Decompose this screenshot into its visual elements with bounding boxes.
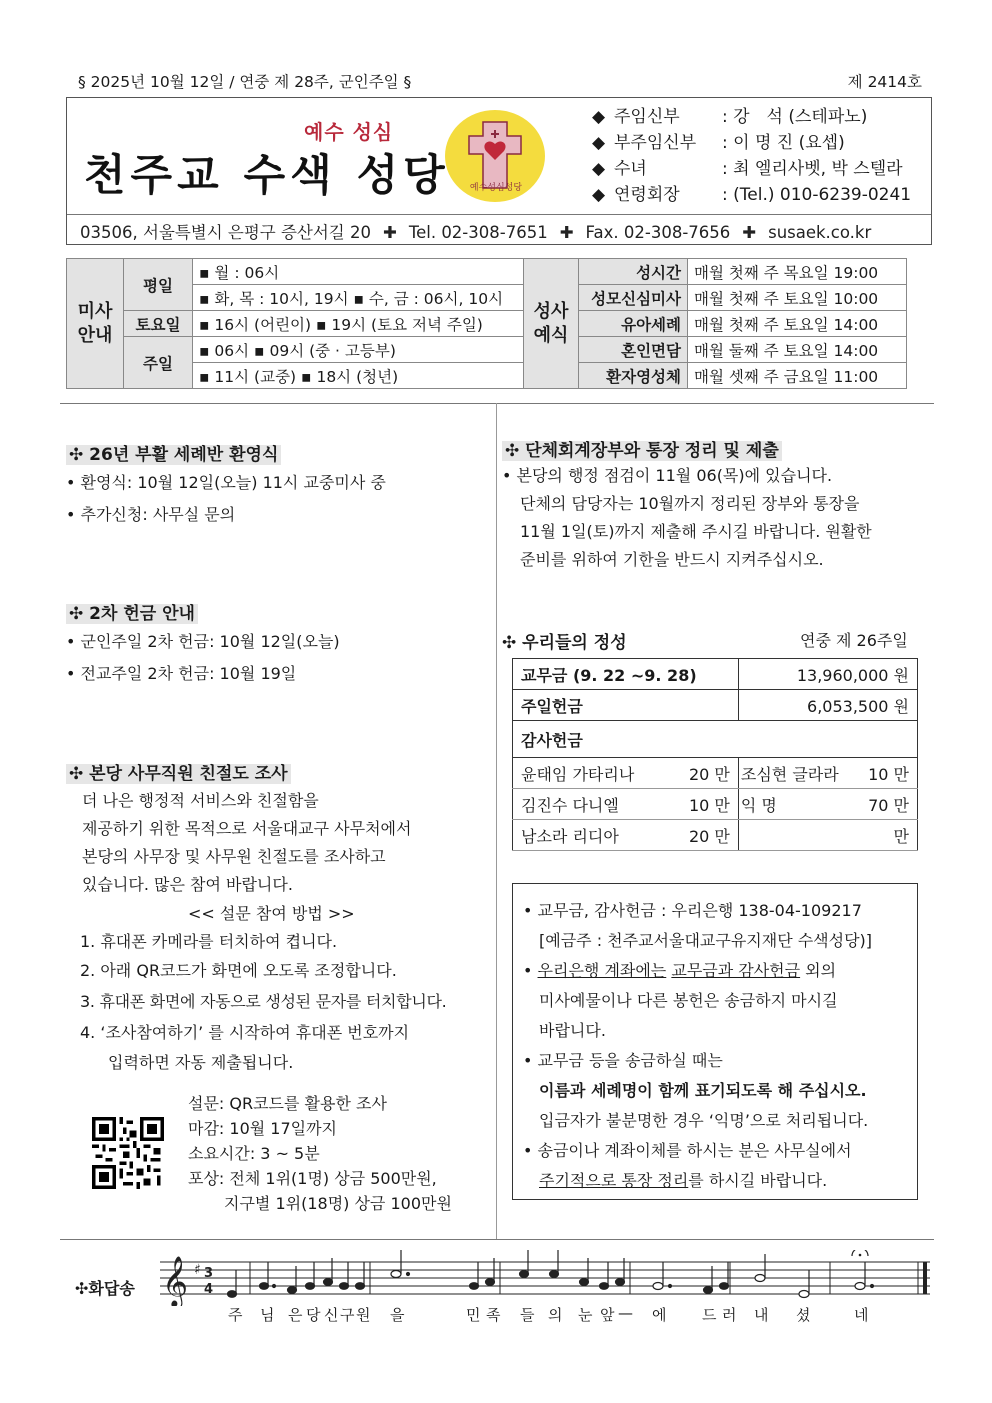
lyric-syllable: 네 [854,1306,869,1324]
lyric-syllable: 에 [652,1306,667,1324]
staff-name: : 강 석 (스테파노) [722,107,868,127]
text: 를 하시길 바랍니다. [688,1171,828,1190]
weekday-schedule-2: ▪ 화, 목 : 10시, 19시 ▪ 수, 금 : 06시, 10시 [193,285,524,311]
staff-row [592,156,911,182]
offering-label: 주일헌금 [513,690,739,721]
survey-step: 입력하면 자동 제출됩니다. [108,1053,294,1072]
sacrament-time: 매월 셋째 주 금요일 11:00 [688,363,907,389]
survey-method-heading: << 설문 참여 방법 >> [188,904,355,923]
survey-step: 4. ‘조사참여하기’ 를 시작하여 휴대폰 번호까지 [80,1023,410,1042]
cross-icon: ✚ [742,223,757,242]
accounts-title [502,436,782,461]
lyric-syllable: 은 [288,1306,303,1324]
offering-table [512,658,918,851]
section-title-text: ✣ 단체회계장부와 통장 정리 및 제출 [502,441,782,461]
survey-para-line: 본당의 사무장 및 사무원 친절도를 조사하고 [82,847,386,866]
address-bar [80,219,871,243]
survey-info-line: 포상: 전체 1위(1명) 상금 500만원, [188,1169,437,1188]
weekday-schedule-1: ▪ 월 : 06시 [193,259,524,285]
accounts-line: • 본당의 행정 점검이 11월 06(목)에 있습니다. [502,466,833,485]
notice-line: [예금주 : 천주교서울대교구유지재단 수색성당)] [539,931,873,950]
svg-text:3: 3 [204,1266,214,1281]
header-divider [67,214,931,215]
sunday-label: 주일 [124,337,193,389]
donor-amount: 20 만 [669,758,738,789]
cross-icon: ✚ [559,223,574,242]
survey-info [188,1091,452,1216]
donor-name: 조심현 글라라 [738,758,855,789]
survey-info-line: 설문: QR코드를 활용한 조사 [188,1094,387,1113]
lyric-syllable: 셨 [796,1306,811,1324]
baptism-line-1: • 환영식: 10월 12일(오늘) 11시 교중미사 중 [66,473,386,492]
offering-week: 연중 제 26주일 [800,631,908,650]
survey-para [82,787,411,899]
baptism-welcome-title [66,440,281,465]
sacrament-name: 성시간 [579,259,688,285]
survey-title [66,759,291,784]
sacrament-time: 매월 첫째 주 목요일 19:00 [688,259,907,285]
mass-schedule-table [66,258,907,389]
notice-line: 이름과 세례명이 함께 표기되도록 해 주십시오. [539,1081,867,1100]
lyric-syllable: 민 [466,1306,481,1324]
accounts-line: 단체의 담당자는 10월까지 정리된 장부와 통장을 [520,494,860,513]
notice-line: 바랍니다. [539,1021,606,1040]
lyric-syllable: 내 [754,1306,769,1324]
sacrament-label: 성사 예식 [524,259,579,389]
logo-text: 예수성심성당 [469,183,523,193]
staff-role: 수녀 [614,159,647,179]
survey-info-line: 지구별 1위(18명) 상금 100만원 [224,1194,452,1213]
cross-icon: ✚ [382,223,397,242]
phone: Tel. 02-308-7651 [408,223,548,242]
staff-role: 연령회장 [614,185,680,205]
second-collection-line-2: • 전교주일 2차 헌금: 10월 19일 [66,664,297,683]
column-divider [496,403,497,1239]
donor-amount: 10 만 [855,758,917,789]
bullet: • [523,961,538,980]
sunday-schedule-1: ▪ 06시 ▪ 09시 (중 · 고등부) [193,337,524,363]
offering-label [513,659,739,690]
lyric-syllable: 앞 [600,1306,615,1324]
diamond-bullet-icon: ◆ [592,185,606,205]
section-title-text: ✣ 본당 사무직원 친절도 조사 [66,764,291,784]
notice-line [523,956,909,986]
section-divider [60,1239,934,1240]
offering-label: 감사헌금 [513,721,918,758]
notice-line [523,1166,909,1196]
issue-number: 제 2414호 [847,73,922,91]
saturday-label: 토요일 [124,311,193,337]
survey-para-line: 제공하기 위한 목적으로 서울대교구 사무처에서 [82,819,412,838]
donor-amount: 만 [855,820,917,851]
staff-list [592,104,911,208]
donor-name [738,820,855,851]
survey-step: 2. 아래 QR코드가 화면에 오도록 조정합니다. [80,961,397,980]
lyric-syllable: 드 [702,1306,717,1324]
date-line: § 2025년 10월 12일 / 연중 제 28주, 군인주일 § [78,73,412,91]
staff-row [592,130,911,156]
offering-label-text: 교무금 (9. 22 ~9. 28) [521,665,697,685]
website: susaek.co.kr [768,223,872,242]
lyric-syllable: 당 [306,1306,321,1324]
sacrament-time: 매월 둘째 주 토요일 14:00 [688,337,907,363]
lyric-syllable: 러 [722,1306,737,1324]
diamond-bullet-icon: ◆ [592,107,606,127]
lyric-syllable: 구 [340,1306,355,1324]
notice-line: • 교무금 등을 송금하실 때는 [523,1051,723,1070]
underlined-text: 우리은행 계좌에는 [537,961,667,980]
accounts-line: 11월 1일(토)까지 제출해 주시길 바랍니다. 원활한 [520,522,872,541]
weekday-label: 평일 [124,259,193,311]
section-divider [60,403,934,404]
staff-name: : (Tel.) 010-6239-0241 [722,185,912,205]
accounts-line: 준비를 위하여 기한을 반드시 지켜주십시오. [520,550,824,569]
survey-steps [80,928,496,1077]
sacrament-name: 혼인면담 [579,337,688,363]
music-staff [160,1250,932,1306]
bank-notice-box [512,883,918,1200]
offering-value: 13,960,000 원 [738,659,917,690]
notice-line: 입금자가 불분명한 경우 ‘익명’으로 처리됩니다. [539,1111,869,1130]
survey-para-line: 있습니다. 많은 참여 바랍니다. [82,875,293,894]
survey-para-line: 더 나은 행정적 서비스와 친절함을 [82,791,319,810]
sacrament-time: 매월 첫째 주 토요일 10:00 [688,285,907,311]
diamond-bullet-icon: ◆ [592,133,606,153]
offering-value: 6,053,500 원 [738,690,917,721]
staff-role: 부주임신부 [614,133,697,153]
lyric-syllable: 님 [260,1306,275,1324]
lyric-syllable: — [618,1304,633,1322]
survey-info-line: 소요시간: 3 ~ 5분 [188,1144,320,1163]
lyric-syllable: 의 [548,1306,563,1324]
text: 외의 [800,961,837,980]
mass-label: 미사 안내 [67,259,124,389]
survey-info-line: 마감: 10월 17일까지 [188,1119,338,1138]
lyric-syllable: 족 [486,1306,501,1324]
sacrament-name: 유아세례 [579,311,688,337]
responsorial-psalm-label: ✣화답송 [75,1279,135,1298]
underlined-text: 교무금과 감사헌금 [671,961,801,980]
section-title-text: ✣ 2차 헌금 안내 [66,604,198,624]
parish-title: 천주교 수색 성당 [84,151,450,201]
staff-name: : 최 엘리사벳, 박 스텔라 [722,159,903,179]
donor-name: 윤태임 가타리나 [513,758,670,789]
saturday-schedule: ▪ 16시 (어린이) ▪ 19시 (토요 저녁 주일) [193,311,524,337]
donor-name: 김진수 다니엘 [513,789,670,820]
address: 03506, 서울특별시 은평구 증산서길 20 [80,223,371,242]
second-collection-title [66,599,198,624]
notice-line: • 송금이나 계좌이체를 하시는 분은 사무실에서 [523,1141,852,1160]
second-collection-line-1: • 군인주일 2차 헌금: 10월 12일(오늘) [66,632,340,651]
staff-name: : 이 명 진 (요셉) [722,133,845,153]
sacrament-name: 성모신심미사 [579,285,688,311]
lyric-syllable: 을 [390,1306,405,1324]
lyric-syllable: 눈 [578,1306,593,1324]
survey-step: 3. 휴대폰 화면에 자동으로 생성된 문자를 터치합니다. [80,992,447,1011]
sunday-schedule-2: ▪ 11시 (교중) ▪ 18시 (청년) [193,363,524,389]
donor-name: 남소라 리디아 [513,820,670,851]
lyric-syllable: 주 [228,1306,243,1324]
section-title-text: ✣ 26년 부활 세례반 환영식 [66,445,281,465]
donor-amount: 10 만 [669,789,738,820]
lyric-syllable: 들 [520,1306,535,1324]
sacrament-time: 매월 첫째 주 토요일 14:00 [688,311,907,337]
donor-amount: 70 만 [855,789,917,820]
svg-text:♯: ♯ [194,1262,201,1278]
notice-line: 미사예물이나 다른 봉헌은 송금하지 마시길 [539,991,838,1010]
fax: Fax. 02-308-7656 [585,223,731,242]
donor-name: 익 명 [738,789,855,820]
staff-row [592,182,911,208]
accounts-body [502,462,872,574]
offering-title: ✣ 우리들의 정성 [502,633,627,653]
underlined-text: 주기적으로 통장 정리 [539,1171,689,1190]
staff-role: 주임신부 [614,107,680,127]
parish-subtitle: 예수 성심 [304,120,394,144]
lyric-syllable: 신 [324,1306,339,1324]
qr-code[interactable] [92,1117,164,1189]
notice-line: • 교무금, 감사헌금 : 우리은행 138-04-109217 [523,901,862,920]
diamond-bullet-icon: ◆ [592,159,606,179]
survey-step: 1. 휴대폰 카메라를 터치하여 켭니다. [80,932,338,951]
baptism-line-2: • 추가신청: 사무실 문의 [66,505,236,524]
lyric-syllable: 원 [356,1306,371,1324]
svg-text:𝄞: 𝄞 [162,1256,189,1306]
svg-text:4: 4 [204,1282,214,1297]
sacrament-name: 환자영성체 [579,363,688,389]
donor-amount: 20 만 [669,820,738,851]
staff-row [592,104,911,130]
